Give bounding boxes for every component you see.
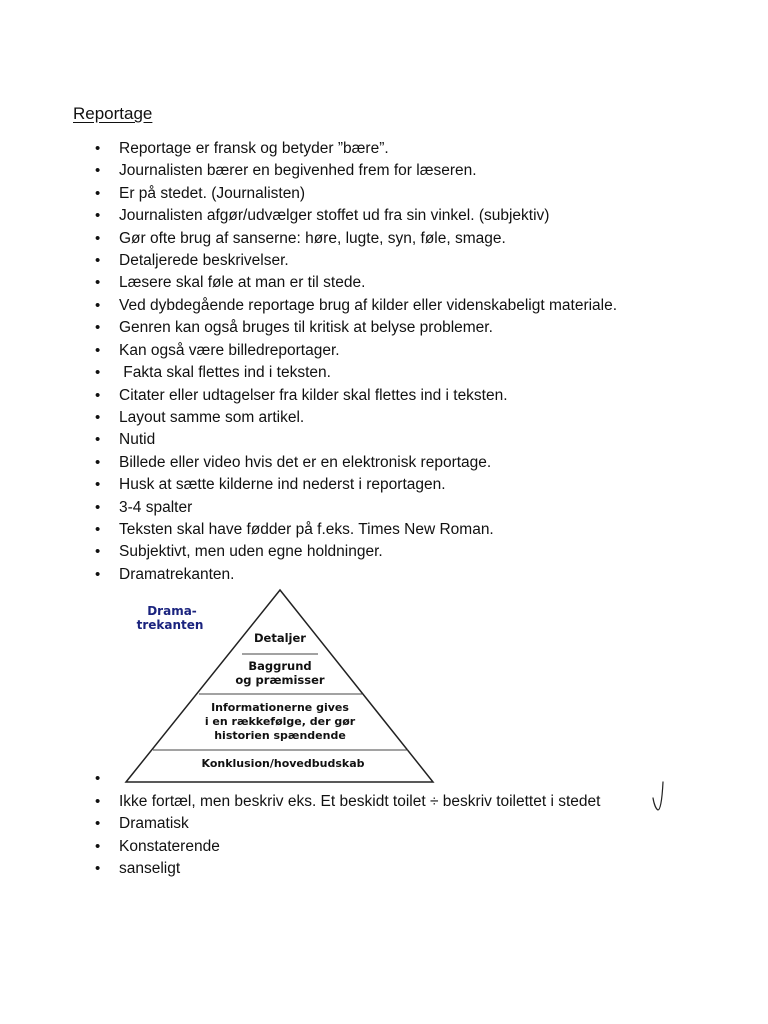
- bullet-icon: •: [95, 297, 101, 314]
- list-item-text: Er på stedet. (Journalisten): [119, 185, 306, 202]
- list-item-text: Journalisten bærer en begivenhed frem for læseren.: [119, 162, 477, 179]
- bullet-icon: •: [95, 499, 101, 516]
- handwritten-checkmark-icon: [650, 780, 670, 814]
- bullet-icon: •: [95, 566, 101, 583]
- page-title: Reportage: [73, 104, 153, 123]
- list-item-text: Konstaterende: [119, 838, 220, 855]
- list-item-text: Dramatrekanten.: [119, 566, 235, 583]
- list-item-text: Billede eller video hvis det er en elektronisk reportage.: [119, 454, 492, 471]
- list-item-text: Ikke fortæl, men beskriv eks. Et beskidt toilet ÷ beskriv toilettet i stedet: [119, 793, 601, 810]
- list-item-text: Citater eller udtagelser fra kilder skal flettes ind i teksten.: [119, 387, 508, 404]
- bullet-icon: •: [95, 838, 101, 855]
- list-item-text: Reportage er fransk og betyder ”bære”.: [119, 140, 389, 157]
- list-item-text: Detaljerede beskrivelser.: [119, 252, 289, 269]
- bullet-icon: •: [95, 185, 101, 202]
- bullet-icon: •: [95, 364, 101, 381]
- bullet-icon: •: [95, 274, 101, 291]
- list-item-text: Teksten skal have fødder på f.eks. Times New Roman.: [119, 521, 494, 538]
- bullet-icon: •: [95, 409, 101, 426]
- pyramid-level-konklusion: Konklusion/hovedbudskab: [201, 757, 365, 770]
- bullet-icon: •: [95, 207, 101, 224]
- bullet-icon: •: [95, 476, 101, 493]
- list-item-text: Fakta skal flettes ind i teksten.: [119, 364, 331, 381]
- bullet-icon: •: [95, 454, 101, 471]
- list-item-text: 3-4 spalter: [119, 499, 193, 516]
- list-item-text: Læsere skal føle at man er til stede.: [119, 274, 366, 291]
- list-item-text: Ved dybdegående reportage brug af kilder eller videnskabeligt materiale.: [119, 297, 618, 314]
- bullet-icon: •: [95, 521, 101, 538]
- bullet-icon: •: [95, 140, 101, 157]
- pyramid-level-detaljer: Detaljer: [254, 631, 306, 645]
- bullet-icon: •: [95, 431, 101, 448]
- list-item-text: Dramatisk: [119, 815, 189, 832]
- bullet-icon: •: [95, 770, 101, 787]
- bullet-icon: •: [95, 543, 101, 560]
- list-item-text: Journalisten afgør/udvælger stoffet ud fra sin vinkel. (subjektiv): [119, 207, 550, 224]
- pyramid-caption: trekanten: [136, 618, 204, 632]
- bullet-icon: •: [95, 162, 101, 179]
- list-item-text: Subjektivt, men uden egne holdninger.: [119, 543, 383, 560]
- pyramid-level-information: Informationerne gives: [211, 701, 349, 714]
- pyramid-level-information: i en rækkefølge, der gør: [204, 715, 356, 728]
- bullet-icon: •: [95, 387, 101, 404]
- pyramid-level-baggrund: og præmisser: [235, 673, 325, 687]
- bullet-icon: •: [95, 252, 101, 269]
- list-item-text: Layout samme som artikel.: [119, 409, 305, 426]
- bullet-icon: •: [95, 230, 101, 247]
- bullet-icon: •: [95, 815, 101, 832]
- list-item-text: Gør ofte brug af sanserne: høre, lugte, syn, føle, smage.: [119, 230, 506, 247]
- list-item-text: sanseligt: [119, 860, 181, 877]
- pyramid-level-baggrund: Baggrund: [248, 659, 312, 673]
- bullet-icon: •: [95, 793, 101, 810]
- list-item-text: Nutid: [119, 431, 156, 448]
- list-item-text: Husk at sætte kilderne ind nederst i reportagen.: [119, 476, 446, 493]
- bullet-icon: •: [95, 319, 101, 336]
- pyramid-level-information: historien spændende: [214, 729, 346, 742]
- bullet-icon: •: [95, 860, 101, 877]
- list-item-text: Kan også være billedreportager.: [119, 342, 340, 359]
- list-item-text: Genren kan også bruges til kritisk at belyse problemer.: [119, 319, 493, 336]
- pyramid-caption: Drama-: [147, 604, 197, 618]
- bullet-icon: •: [95, 342, 101, 359]
